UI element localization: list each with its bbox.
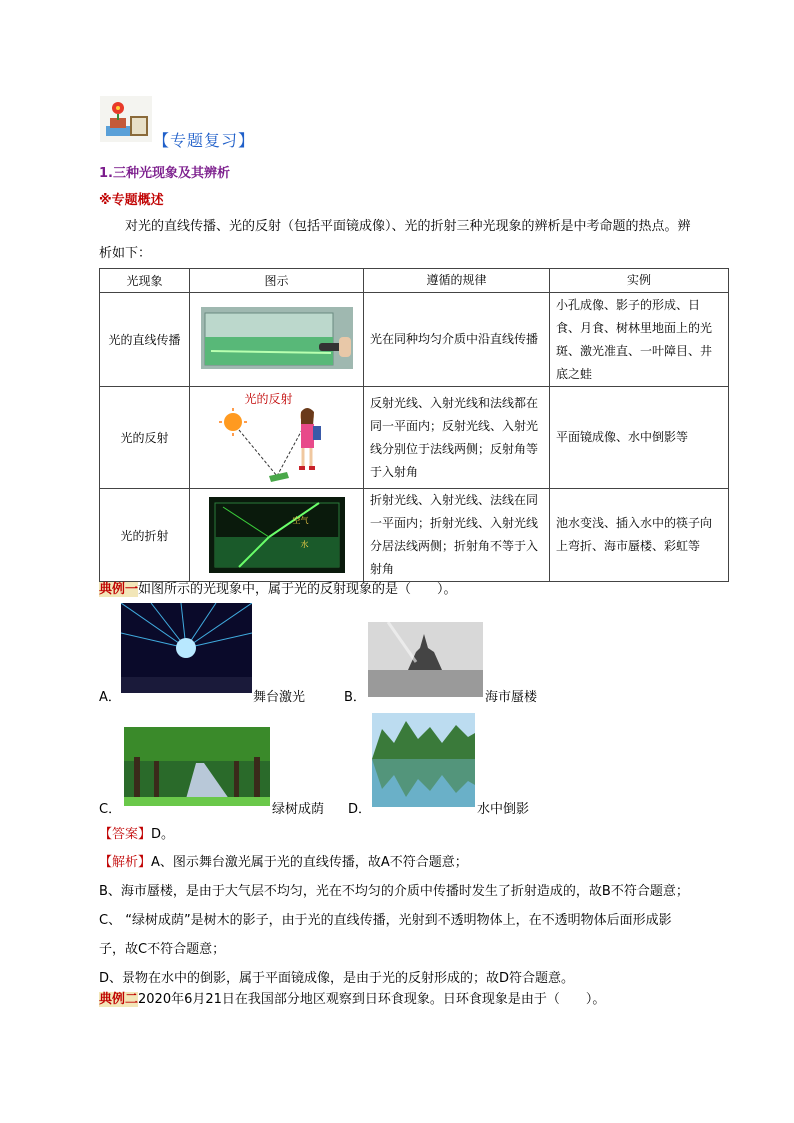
intro-line-2: 析如下：: [99, 246, 152, 261]
question-text: 2020年6月21日在我国部分地区观察到日环食现象。日环食现象是由于（ ）。: [138, 992, 606, 1007]
phenomenon-name: 光的直线传播: [100, 293, 190, 387]
example-label: 典例二: [99, 992, 139, 1007]
sun-girl-mirror-icon: [217, 404, 337, 486]
figure-cell: [190, 387, 364, 489]
analysis-line-4: D、景物在水中的倒影，属于平面镜成像，是由于光的反射形成的；故D符合题意。: [99, 971, 575, 986]
option-d-letter: D．: [348, 802, 372, 817]
table-header-cell: 图示: [190, 269, 364, 293]
option-b-letter: B．: [344, 690, 366, 705]
mirage-castle-image: [368, 622, 483, 697]
water-reflection-image: [372, 713, 475, 807]
example-two-question: [99, 988, 605, 1007]
answer-label: 【答案】: [99, 827, 152, 842]
rule-text: 光在同种均匀介质中沿直线传播: [364, 293, 550, 387]
light-phenomena-table: [99, 268, 729, 582]
option-a-letter: A．: [99, 690, 121, 705]
question-text: 如图所示的光现象中，属于光的反射现象的是（ ）。: [138, 582, 457, 597]
analysis-line-3a: C、 “绿树成荫”是树木的影子，由于光的直线传播，光射到不透明物体上，在不透明物体后面形成影: [99, 913, 672, 928]
refraction-beam-icon: [209, 497, 345, 573]
option-a-text: 舞台激光: [253, 690, 306, 705]
subsection-title: ※专题概述: [99, 193, 164, 208]
examples-text: 池水变浅、插入水中的筷子向上弯折、海市蜃楼、彩虹等: [550, 489, 729, 582]
option-b-text: 海市蜃楼: [485, 690, 538, 705]
tree-shade-image: [124, 727, 270, 806]
phenomenon-name: 光的折射: [100, 489, 190, 582]
page-header-title: 【专题复习】: [153, 131, 256, 150]
reflection-illustration: [217, 390, 337, 486]
refraction-image: [209, 497, 345, 573]
air-label: 空气: [292, 516, 309, 525]
examples-text: 小孔成像、影子的形成、日食、月食、树林里地面上的光斑、激光准直、一叶障目、井底之蛙: [550, 293, 729, 387]
table-row: [100, 489, 729, 582]
laser-tank-image: [201, 307, 353, 369]
analysis-text: A、图示舞台激光属于光的直线传播，故A不符合题意；: [151, 855, 468, 870]
intro-paragraph: [99, 213, 729, 267]
table-row: [100, 387, 729, 489]
analysis-line-2: B、海市蜃楼，是由于大气层不均匀，光在不均匀的介质中传播时发生了折射造成的，故B不符合题意；: [99, 884, 689, 899]
option-d-text: 水中倒影: [477, 802, 530, 817]
analysis-line-3b: 子，故C不符合题意；: [99, 942, 226, 957]
table-row: [100, 293, 729, 387]
figure-cell: [190, 293, 364, 387]
analysis-block: [99, 848, 729, 993]
analysis-line-1: [99, 848, 729, 877]
table-header-cell: 光现象: [100, 269, 190, 293]
figure-caption: 光的反射: [244, 391, 293, 406]
examples-text: 平面镜成像、水中倒影等: [550, 387, 729, 489]
rule-text: 反射光线、入射光线和法线都在同一平面内；反射光线、入射光线分别位于法线两侧；反射角等于入射角: [364, 387, 550, 489]
option-c-text: 绿树成荫: [272, 802, 325, 817]
intro-line-1: 对光的直线传播、光的反射（包括平面镜成像）、光的折射三种光现象的辨析是中考命题的热点。辨: [125, 219, 691, 234]
stage-laser-image: [121, 603, 252, 693]
section-title: 1.三种光现象及其辨析: [99, 166, 230, 181]
table-header-cell: 实例: [550, 269, 729, 293]
example-one-question: [99, 578, 457, 597]
example-label: 典例一: [99, 582, 139, 597]
figure-cell: [190, 489, 364, 582]
analysis-label: 【解析】: [99, 855, 152, 870]
rule-text: 折射光线、入射光线、法线在同一平面内；折射光线、入射光线分居法线两侧；折射角不等于入射角: [364, 489, 550, 582]
table-header-row: [100, 269, 729, 293]
option-c-letter: C．: [99, 802, 122, 817]
water-label: 水: [300, 540, 309, 549]
answer-line: [99, 823, 174, 842]
phenomenon-name: 光的反射: [100, 387, 190, 489]
flower-pot-book-icon: [100, 96, 152, 142]
answer-value: D。: [151, 827, 175, 842]
table-header-cell: 遵循的规律: [364, 269, 550, 293]
